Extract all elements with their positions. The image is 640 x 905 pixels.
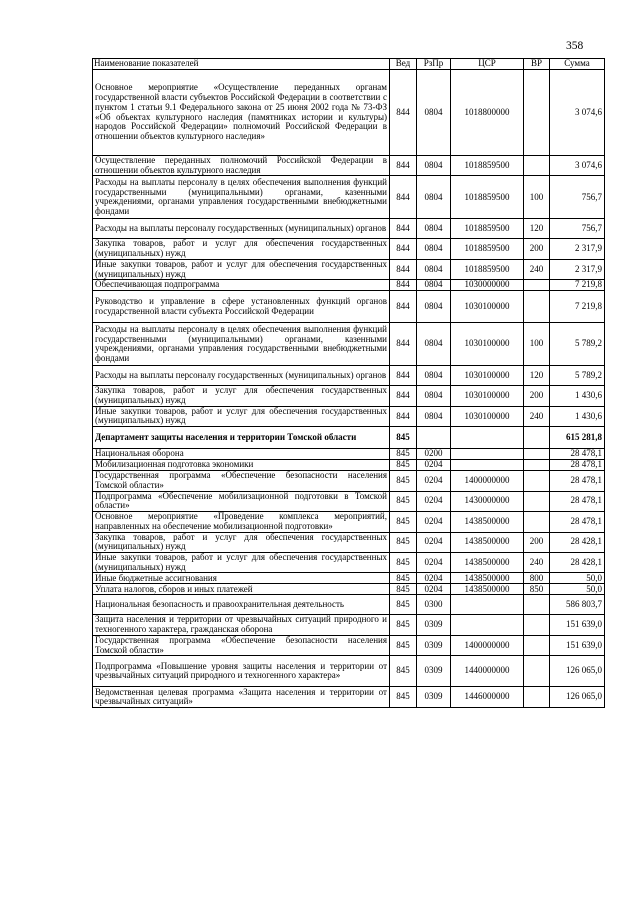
cell-rzpr: 0804 — [417, 219, 451, 239]
cell-rzpr: 0200 — [417, 449, 451, 460]
cell-vr — [524, 635, 550, 655]
cell-vr: 850 — [524, 584, 550, 595]
cell-ved: 845 — [390, 552, 417, 572]
cell-rzpr — [417, 427, 451, 449]
cell-csr: 1018859500 — [451, 239, 524, 259]
cell-name: Защита населения и территории от чрезвычайных ситуаций природного и техногенного характера, гражданская оборона — [93, 615, 390, 635]
cell-rzpr: 0204 — [417, 471, 451, 491]
cell-csr: 1400000000 — [451, 635, 524, 655]
cell-rzpr: 0804 — [417, 366, 451, 386]
table-row — [93, 70, 605, 156]
cell-rzpr: 0804 — [417, 239, 451, 259]
cell-sum: 586 803,7 — [550, 595, 605, 615]
cell-csr: 1438500000 — [451, 512, 524, 532]
cell-ved: 844 — [390, 239, 417, 259]
cell-rzpr: 0300 — [417, 595, 451, 615]
cell-name: Расходы на выплаты персоналу государственных (муниципальных) органов — [93, 219, 390, 239]
cell-rzpr: 0804 — [417, 156, 451, 176]
cell-ved: 844 — [390, 176, 417, 219]
cell-csr — [451, 615, 524, 635]
cell-sum: 1 430,6 — [550, 406, 605, 426]
cell-vr: 240 — [524, 552, 550, 572]
cell-sum: 1 430,6 — [550, 386, 605, 406]
cell-name: Иные закупки товаров, работ и услуг для обеспечения государственных (муниципальных) нужд — [93, 552, 390, 572]
cell-sum: 5 789,2 — [550, 366, 605, 386]
cell-sum: 28 478,1 — [550, 449, 605, 460]
cell-rzpr: 0309 — [417, 687, 451, 708]
table-row — [93, 491, 605, 511]
cell-ved: 845 — [390, 512, 417, 532]
table-row — [93, 552, 605, 572]
cell-rzpr: 0804 — [417, 323, 451, 366]
cell-ved: 845 — [390, 449, 417, 460]
cell-ved: 844 — [390, 323, 417, 366]
cell-vr: 100 — [524, 323, 550, 366]
table-row — [93, 471, 605, 491]
cell-name: Основное мероприятие «Проведение комплекса мероприятий, направленных на обеспечение мобилизационной подготовки» — [93, 512, 390, 532]
table-row — [93, 219, 605, 239]
cell-vr: 240 — [524, 259, 550, 279]
cell-rzpr: 0204 — [417, 584, 451, 595]
cell-ved: 845 — [390, 595, 417, 615]
cell-name: Расходы на выплаты персоналу государственных (муниципальных) органов — [93, 366, 390, 386]
cell-ved: 844 — [390, 291, 417, 323]
cell-csr: 1018859500 — [451, 176, 524, 219]
cell-csr: 1018859500 — [451, 219, 524, 239]
table-row — [93, 280, 605, 291]
cell-rzpr: 0804 — [417, 70, 451, 156]
cell-rzpr: 0804 — [417, 386, 451, 406]
cell-ved: 844 — [390, 259, 417, 279]
cell-ved: 845 — [390, 491, 417, 511]
cell-rzpr: 0204 — [417, 512, 451, 532]
cell-csr — [451, 449, 524, 460]
cell-rzpr: 0309 — [417, 635, 451, 655]
cell-name: Уплата налогов, сборов и иных платежей — [93, 584, 390, 595]
cell-ved: 845 — [390, 656, 417, 687]
cell-csr: 1440000000 — [451, 656, 524, 687]
cell-vr — [524, 70, 550, 156]
table-row — [93, 573, 605, 584]
cell-vr — [524, 427, 550, 449]
cell-name: Государственная программа «Обеспечение безопасности населения Томской области» — [93, 635, 390, 655]
cell-vr: 120 — [524, 366, 550, 386]
cell-ved: 844 — [390, 219, 417, 239]
cell-csr: 1030100000 — [451, 386, 524, 406]
table-row — [93, 512, 605, 532]
cell-rzpr: 0204 — [417, 491, 451, 511]
table-row — [93, 460, 605, 471]
header-name: Наименование показателей — [93, 59, 390, 70]
cell-vr — [524, 156, 550, 176]
cell-vr: 200 — [524, 532, 550, 552]
cell-vr: 240 — [524, 406, 550, 426]
cell-name: Расходы на выплаты персоналу в целях обеспечения выполнения функций государственными (муниципальными) органами, казенными учреждениями, органами управления государственными внебюджетными фондами — [93, 323, 390, 366]
cell-vr — [524, 471, 550, 491]
table-row — [93, 584, 605, 595]
cell-sum: 3 074,6 — [550, 70, 605, 156]
cell-csr: 1400000000 — [451, 471, 524, 491]
header-ved: Вед — [390, 59, 417, 70]
cell-name: Национальная оборона — [93, 449, 390, 460]
page-number: 358 — [566, 40, 584, 52]
cell-ved: 845 — [390, 460, 417, 471]
header-csr: ЦСР — [451, 59, 524, 70]
cell-csr: 1018800000 — [451, 70, 524, 156]
cell-vr: 800 — [524, 573, 550, 584]
cell-sum: 2 317,9 — [550, 259, 605, 279]
cell-ved: 845 — [390, 471, 417, 491]
cell-csr — [451, 460, 524, 471]
budget-table — [92, 58, 605, 708]
cell-sum: 756,7 — [550, 219, 605, 239]
cell-csr: 1030100000 — [451, 323, 524, 366]
cell-sum: 28 478,1 — [550, 460, 605, 471]
cell-csr: 1438500000 — [451, 573, 524, 584]
table-row — [93, 532, 605, 552]
cell-name: Обеспечивающая подпрограмма — [93, 280, 390, 291]
cell-sum: 2 317,9 — [550, 239, 605, 259]
cell-sum: 28 478,1 — [550, 512, 605, 532]
cell-csr: 1438500000 — [451, 552, 524, 572]
cell-ved: 845 — [390, 573, 417, 584]
cell-name: Осуществление переданных полномочий Российской Федерации в отношении объектов культурного наследия — [93, 156, 390, 176]
cell-sum: 5 789,2 — [550, 323, 605, 366]
header-rzpr: РзПр — [417, 59, 451, 70]
table-row — [93, 615, 605, 635]
cell-name: Закупка товаров, работ и услуг для обеспечения государственных (муниципальных) нужд — [93, 532, 390, 552]
table-row — [93, 323, 605, 366]
cell-rzpr: 0309 — [417, 656, 451, 687]
cell-rzpr: 0804 — [417, 259, 451, 279]
table-row — [93, 687, 605, 708]
cell-ved: 845 — [390, 687, 417, 708]
cell-rzpr: 0309 — [417, 615, 451, 635]
cell-vr — [524, 491, 550, 511]
cell-vr — [524, 687, 550, 708]
cell-csr — [451, 595, 524, 615]
cell-rzpr: 0204 — [417, 573, 451, 584]
cell-rzpr: 0804 — [417, 406, 451, 426]
cell-csr: 1030000000 — [451, 280, 524, 291]
table-row — [93, 635, 605, 655]
table-row — [93, 656, 605, 687]
table-row — [93, 239, 605, 259]
cell-csr: 1438500000 — [451, 532, 524, 552]
cell-sum: 28 478,1 — [550, 491, 605, 511]
cell-name: Государственная программа «Обеспечение безопасности населения Томской области» — [93, 471, 390, 491]
table-row — [93, 156, 605, 176]
cell-name: Подпрограмма «Повышение уровня защиты населения и территории от чрезвычайных ситуаций природного и техногенного характера» — [93, 656, 390, 687]
cell-name: Закупка товаров, работ и услуг для обеспечения государственных (муниципальных) нужд — [93, 239, 390, 259]
cell-vr — [524, 615, 550, 635]
cell-rzpr: 0804 — [417, 291, 451, 323]
cell-rzpr: 0204 — [417, 532, 451, 552]
cell-sum: 50,0 — [550, 573, 605, 584]
cell-rzpr: 0804 — [417, 280, 451, 291]
table-row — [93, 595, 605, 615]
cell-vr: 100 — [524, 176, 550, 219]
cell-csr: 1030100000 — [451, 366, 524, 386]
cell-name: Ведомственная целевая программа «Защита населения и территории от чрезвычайных ситуаций» — [93, 687, 390, 708]
cell-sum: 28 478,1 — [550, 471, 605, 491]
table-row — [93, 449, 605, 460]
cell-vr — [524, 280, 550, 291]
cell-sum: 756,7 — [550, 176, 605, 219]
cell-rzpr: 0804 — [417, 176, 451, 219]
cell-name: Иные бюджетные ассигнования — [93, 573, 390, 584]
cell-vr — [524, 449, 550, 460]
cell-sum: 28 428,1 — [550, 532, 605, 552]
cell-ved: 844 — [390, 70, 417, 156]
cell-sum: 151 639,0 — [550, 615, 605, 635]
cell-name: Закупка товаров, работ и услуг для обеспечения государственных (муниципальных) нужд — [93, 386, 390, 406]
cell-sum: 28 428,1 — [550, 552, 605, 572]
cell-sum: 7 219,8 — [550, 280, 605, 291]
cell-ved: 844 — [390, 366, 417, 386]
cell-ved: 844 — [390, 386, 417, 406]
cell-name: Иные закупки товаров, работ и услуг для обеспечения государственных (муниципальных) нужд — [93, 259, 390, 279]
cell-vr: 200 — [524, 239, 550, 259]
cell-name: Руководство и управление в сфере установленных функций органов государственной власти субъекта Российской Федерации — [93, 291, 390, 323]
cell-name: Иные закупки товаров, работ и услуг для обеспечения государственных (муниципальных) нужд — [93, 406, 390, 426]
table-row — [93, 291, 605, 323]
cell-ved: 844 — [390, 280, 417, 291]
cell-csr: 1430000000 — [451, 491, 524, 511]
cell-rzpr: 0204 — [417, 460, 451, 471]
table-row — [93, 259, 605, 279]
cell-ved: 844 — [390, 406, 417, 426]
cell-csr: 1030100000 — [451, 406, 524, 426]
cell-rzpr: 0204 — [417, 552, 451, 572]
cell-name: Основное мероприятие «Осуществление переданных органам государственной власти субъектов Российской Федерации в соответствии с пунктом 1 статьи 9.1 Федерального закона от 25 июня 2002 года № 73-ФЗ «Об объектах культурного наследия (памятниках истории и культуры) народов Российской Федерации» полномочий Российской Федерации в отношении объектов культурного наследия» — [93, 70, 390, 156]
cell-name: Национальная безопасность и правоохранительная деятельность — [93, 595, 390, 615]
cell-vr — [524, 656, 550, 687]
table-row — [93, 406, 605, 426]
header-sum: Сумма — [550, 59, 605, 70]
cell-vr — [524, 291, 550, 323]
cell-vr — [524, 595, 550, 615]
cell-ved: 845 — [390, 635, 417, 655]
cell-csr: 1018859500 — [451, 156, 524, 176]
cell-csr: 1018859500 — [451, 259, 524, 279]
cell-name: Расходы на выплаты персоналу в целях обеспечения выполнения функций государственными (муниципальными) органами, казенными учреждениями, органами управления государственными внебюджетными фондами — [93, 176, 390, 219]
cell-vr — [524, 512, 550, 532]
cell-vr: 200 — [524, 386, 550, 406]
cell-vr — [524, 460, 550, 471]
cell-csr: 1030100000 — [451, 291, 524, 323]
cell-sum: 126 065,0 — [550, 687, 605, 708]
cell-sum: 151 639,0 — [550, 635, 605, 655]
header-vr: ВР — [524, 59, 550, 70]
cell-ved: 845 — [390, 584, 417, 595]
table-header-row — [93, 59, 605, 70]
cell-csr: 1446000000 — [451, 687, 524, 708]
cell-sum: 3 074,6 — [550, 156, 605, 176]
cell-ved: 845 — [390, 532, 417, 552]
cell-vr: 120 — [524, 219, 550, 239]
cell-csr — [451, 427, 524, 449]
cell-name: Подпрограмма «Обеспечение мобилизационной подготовки в Томской области» — [93, 491, 390, 511]
cell-sum: 126 065,0 — [550, 656, 605, 687]
cell-sum: 50,0 — [550, 584, 605, 595]
cell-ved: 845 — [390, 427, 417, 449]
cell-sum: 615 281,8 — [550, 427, 605, 449]
cell-name: Мобилизационная подготовка экономики — [93, 460, 390, 471]
cell-sum: 7 219,8 — [550, 291, 605, 323]
table-row — [93, 176, 605, 219]
table-row — [93, 427, 605, 449]
cell-ved: 845 — [390, 615, 417, 635]
cell-csr: 1438500000 — [451, 584, 524, 595]
cell-name: Департамент защиты населения и территории Томской области — [93, 427, 390, 449]
table-row — [93, 386, 605, 406]
cell-ved: 844 — [390, 156, 417, 176]
table-row — [93, 366, 605, 386]
